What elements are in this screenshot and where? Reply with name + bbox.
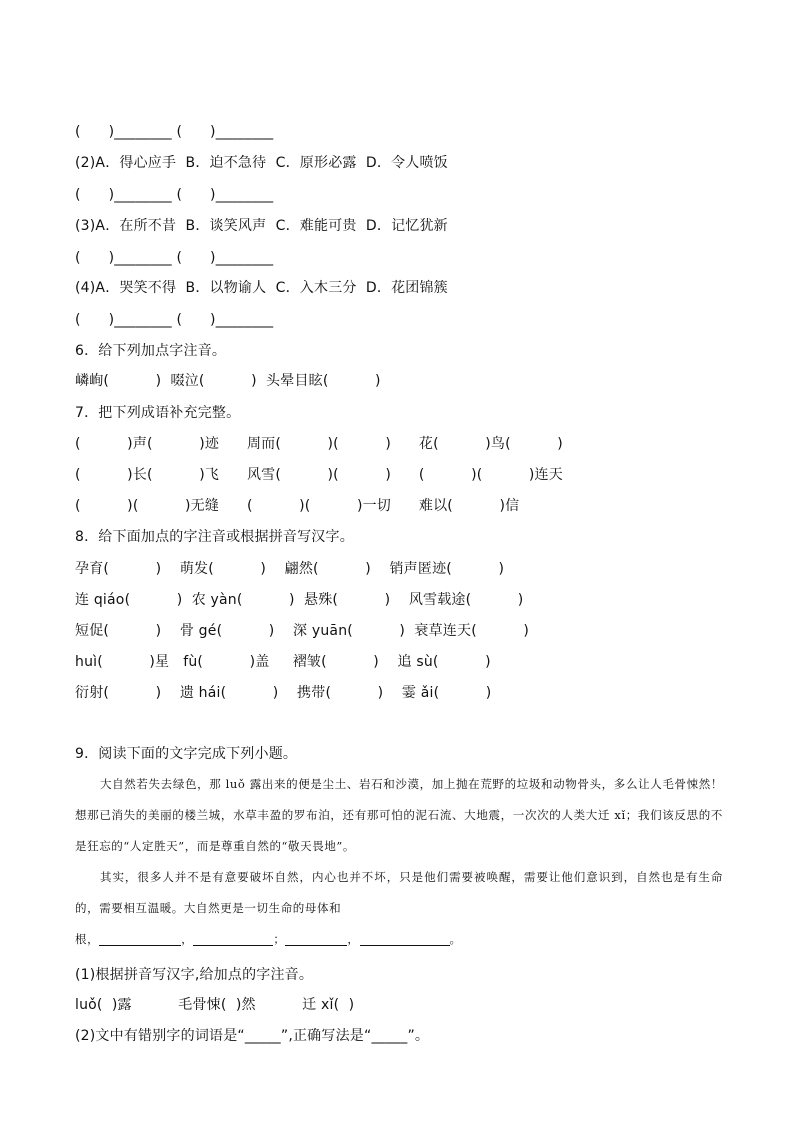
answer-blank-line: ( )________ ( )________ xyxy=(75,187,274,203)
passage-text: ； xyxy=(273,932,286,946)
pinyin-row: 短促( ) 骨 gé( ) 深 yuān( ) 衰草连天( ) xyxy=(75,623,530,639)
fill-blank[interactable] xyxy=(99,931,181,946)
question-5-3-options: (3)A．在所不昔 B．谈笑风声 C．难能可贵 D．记忆犹新 xyxy=(75,218,448,234)
fill-blank[interactable] xyxy=(360,931,450,946)
idiom-row: ( )声( )迹 周而( )( ) 花( )鸟( ) xyxy=(75,436,563,452)
answer-blank-line: ( )________ ( )________ xyxy=(75,312,274,328)
answer-blank-line: ( )________ ( )________ xyxy=(75,124,274,140)
passage-text: ， xyxy=(181,932,194,946)
question-9-2: (2)文中有错别字的词语是“_____”,正确写法是“_____”。 xyxy=(75,1028,430,1044)
idiom-row: ( )( )无缝 ( )( )一切 难以( )信 xyxy=(75,498,520,514)
question-8-heading: 8．给下面加点的字注音或根据拼音写汉字。 xyxy=(75,529,354,545)
question-9-1: (1)根据拼音写汉字,给加点的字注音。 xyxy=(75,967,314,983)
question-5-4-options: (4)A．哭笑不得 B．以物谕人 C．入木三分 D．花团锦簇 xyxy=(75,280,448,296)
answer-blank-line: ( )________ ( )________ xyxy=(75,250,274,266)
passage-fill-blank-line xyxy=(75,924,723,955)
passage-text: 。 xyxy=(449,932,462,946)
pinyin-row: 连 qiáo( ) 农 yàn( ) 悬殊( ) 风雪载途( ) xyxy=(75,592,524,608)
question-9-1-items: luǒ( )露 毛骨悚( )然 迁 xǐ( ) xyxy=(75,997,355,1013)
fill-blank[interactable] xyxy=(285,931,347,946)
passage-text: ， xyxy=(347,932,360,946)
question-7-heading: 7．把下列成语补充完整。 xyxy=(75,405,241,421)
passage-text: 根， xyxy=(75,932,100,946)
question-5-2-options: (2)A．得心应手 B．迫不急待 C．原形必露 D．令人喷饭 xyxy=(75,155,448,171)
question-9-heading: 9．阅读下面的文字完成下列小题。 xyxy=(75,746,298,762)
reading-passage xyxy=(75,769,723,955)
passage-paragraph: 大自然若失去绿色，那 luǒ 露出来的便是尘土、岩石和沙漠，加上抛在荒野的垃圾和动物骨头，多么让人毛骨悚然！想那已消失的美丽的楼兰城，水草丰盈的罗布泊，还有那可怕的泥石流、大地震，一次次的人类大迁 xǐ；我们该反思的不是狂忘的“人定胜天”，而是尊重自然的“敬天畏地”。 xyxy=(75,777,723,853)
pinyin-row: huì( )星 fù( )盖 褶皱( ) 追 sù( ) xyxy=(75,654,491,670)
question-6-heading: 6．给下列加点字注音。 xyxy=(75,343,227,359)
passage-paragraph: 其实，很多人并不是有意要破坏自然，内心也并不坏，只是他们需要被唤醒，需要让他们意识到，自然也是有生命的，需要相互温暖。大自然更是一切生命的母体和 xyxy=(75,870,723,915)
idiom-row: ( )长( )飞 风雪( )( ) ( )( )连天 xyxy=(75,467,563,483)
pinyin-row: 衍射( ) 遗 hái( ) 携带( ) 霎 ǎi( ) xyxy=(75,685,492,701)
question-6-items: 嶙峋( ) 啜泣( ) 头晕目眩( ) xyxy=(75,373,381,389)
pinyin-row: 孕育( ) 萌发( ) 翩然( ) 销声匿迹( ) xyxy=(75,561,505,577)
fill-blank[interactable] xyxy=(193,931,273,946)
